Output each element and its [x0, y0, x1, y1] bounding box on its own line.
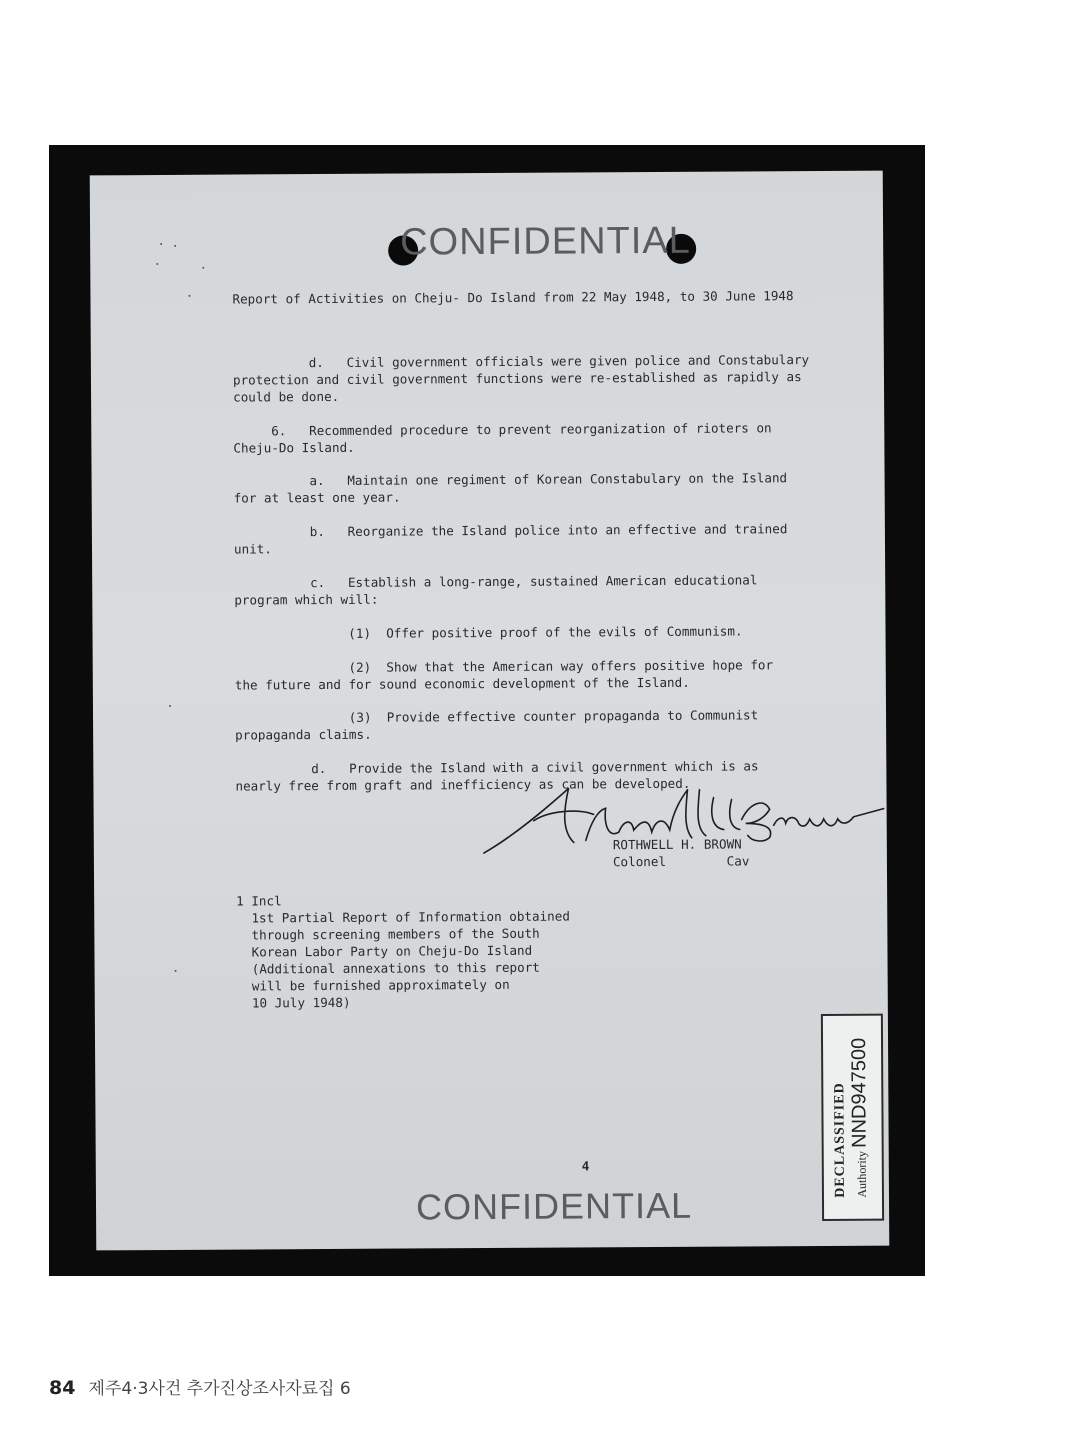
- paragraph-line: (3) Provide effective counter propaganda to Communist: [234, 707, 759, 726]
- document-photo: [49, 145, 925, 1276]
- inclosure-line: 1st Partial Report of Information obtained: [236, 908, 570, 926]
- speck: [160, 243, 162, 245]
- paragraph-line: the future and for sound economic development of the Island.: [234, 674, 690, 693]
- paragraph-line: d. Provide the Island with a civil government which is as: [235, 758, 759, 777]
- signer-name: ROTHWELL H. BROWN: [612, 836, 742, 853]
- inclosure-line: through screening members of the South: [236, 925, 540, 943]
- speck: [188, 295, 190, 297]
- paragraph-line: c. Establish a long-range, sustained American educational: [234, 572, 758, 591]
- paragraph-line: 6. Recommended procedure to prevent reorganization of rioters on: [233, 420, 772, 439]
- signer-rank: Colonel Cav: [612, 853, 750, 870]
- inclosure-line: (Additional annexations to this report: [236, 959, 540, 977]
- paragraph-line: protection and civil government functions were re-established as rapidly as: [232, 369, 802, 388]
- inclosure-line: will be furnished approximately on: [236, 976, 510, 994]
- paragraph-line: (2) Show that the American way offers positive hope for: [234, 657, 774, 676]
- inclosure-line: 10 July 1948): [236, 994, 351, 1011]
- paragraph-line: could be done.: [233, 388, 340, 405]
- confidential-stamp-bottom: CONFIDENTIAL: [415, 1184, 693, 1228]
- paragraph-line: a. Maintain one regiment of Korean Constabulary on the Island: [233, 470, 788, 489]
- authority-number: NND947500: [848, 1037, 871, 1148]
- declassified-label: DECLASSIFIED: [832, 1081, 848, 1198]
- declassified-stamp-text: [832, 1037, 873, 1197]
- paragraph-line: unit.: [233, 541, 272, 557]
- paragraph-line: program which will:: [234, 591, 379, 608]
- paragraph-line: d. Civil government officials were given police and Constabulary: [232, 352, 810, 371]
- paragraph-line: b. Reorganize the Island police into an effective and trained: [233, 521, 788, 540]
- book-page-number: 84: [49, 1377, 76, 1399]
- paragraph-line: propaganda claims.: [235, 726, 372, 743]
- book-title: 제주4·3사건 추가진상조사자료집 6: [88, 1379, 351, 1399]
- report-heading: Report of Activities on Cheju- Do Island from 22 May 1948, to 30 June 1948: [232, 288, 794, 307]
- paragraph-line: for at least one year.: [233, 489, 401, 506]
- speck: [169, 705, 171, 707]
- declassified-stamp: [821, 1014, 884, 1221]
- inclosure-line: 1 Incl: [236, 893, 282, 909]
- authority-label: Authority: [854, 1150, 869, 1198]
- inclosure-line: Korean Labor Party on Cheju-Do Island: [236, 942, 533, 960]
- speck: [175, 970, 177, 972]
- document-sheet: [90, 171, 890, 1251]
- paragraph-line: nearly free from graft and inefficiency as can be developed.: [235, 775, 691, 794]
- paragraph-line: (1) Offer positive proof of the evils of Communism.: [234, 623, 743, 642]
- speck: [202, 267, 204, 269]
- page-number: 4: [581, 1158, 590, 1174]
- speck: [174, 245, 176, 247]
- confidential-stamp-top: CONFIDENTIAL: [400, 219, 691, 264]
- speck: [156, 263, 158, 265]
- book-footer: [49, 1374, 351, 1399]
- paragraph-line: Cheju-Do Island.: [233, 439, 355, 456]
